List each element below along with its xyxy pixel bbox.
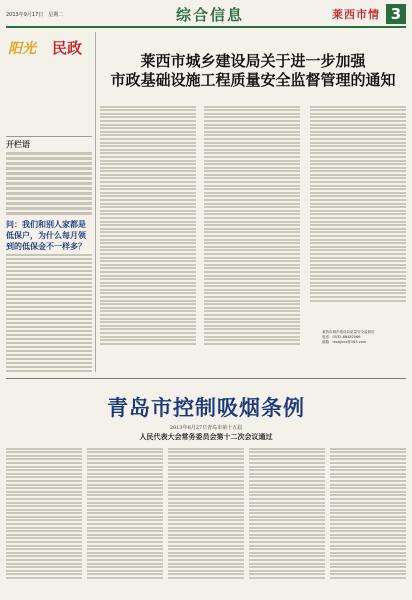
regulation-column-4 (249, 446, 325, 596)
article-column-1 (100, 104, 196, 372)
regulation-column-1 (6, 446, 82, 596)
article-title-line2: 市政基础设施工程质量安全监督管理的通知 (110, 71, 396, 89)
issue-date: 2013年9月17日 星期二 (6, 12, 64, 18)
sidebar-column (6, 32, 92, 372)
regulation-title: 青岛市控制吸烟条例 (107, 396, 305, 420)
qa-question: 问：我们和别人家都是低保户，为什么每月领到的低保金不一样多？ (6, 219, 86, 251)
contact-label: 莱西市城乡建设局质量安全监督站 (322, 330, 375, 334)
contact-phone: 电话：0532-88482066 (322, 335, 361, 339)
regulation-subtitle: 2013年6月27日青岛市第十五届 (169, 425, 243, 431)
contact-email: 邮箱：lxsajjzxx@163.com (322, 340, 367, 344)
regulation-body (6, 446, 406, 596)
article-title-line1: 莱西市城乡建设局关于进一步加强 (140, 52, 366, 70)
regulation-column-2 (87, 446, 163, 596)
column-intro-title: 开栏语 (6, 139, 30, 149)
page-header (6, 4, 406, 28)
contact-info (322, 330, 406, 345)
regulation-column-5 (330, 446, 406, 596)
newspaper-name: 莱西市情 (332, 8, 380, 21)
page-number: 3 (386, 4, 406, 24)
section-title: 综合信息 (176, 6, 245, 24)
sunshine-civil-affairs-logo (6, 32, 92, 64)
logo-text-a: 阳光 (8, 41, 36, 57)
column-intro-text (6, 152, 92, 215)
column-intro (6, 136, 92, 215)
column-divider (95, 32, 96, 372)
article-column-2 (204, 104, 300, 372)
article-title (100, 52, 406, 90)
logo-text-b: 民政 (52, 39, 83, 57)
section-divider (6, 378, 406, 379)
regulation-column-3 (168, 446, 244, 596)
qa-answer-text (6, 254, 92, 372)
regulation-subtitle-2: 人民代表大会常务委员会第十二次会议通过 (139, 433, 273, 441)
